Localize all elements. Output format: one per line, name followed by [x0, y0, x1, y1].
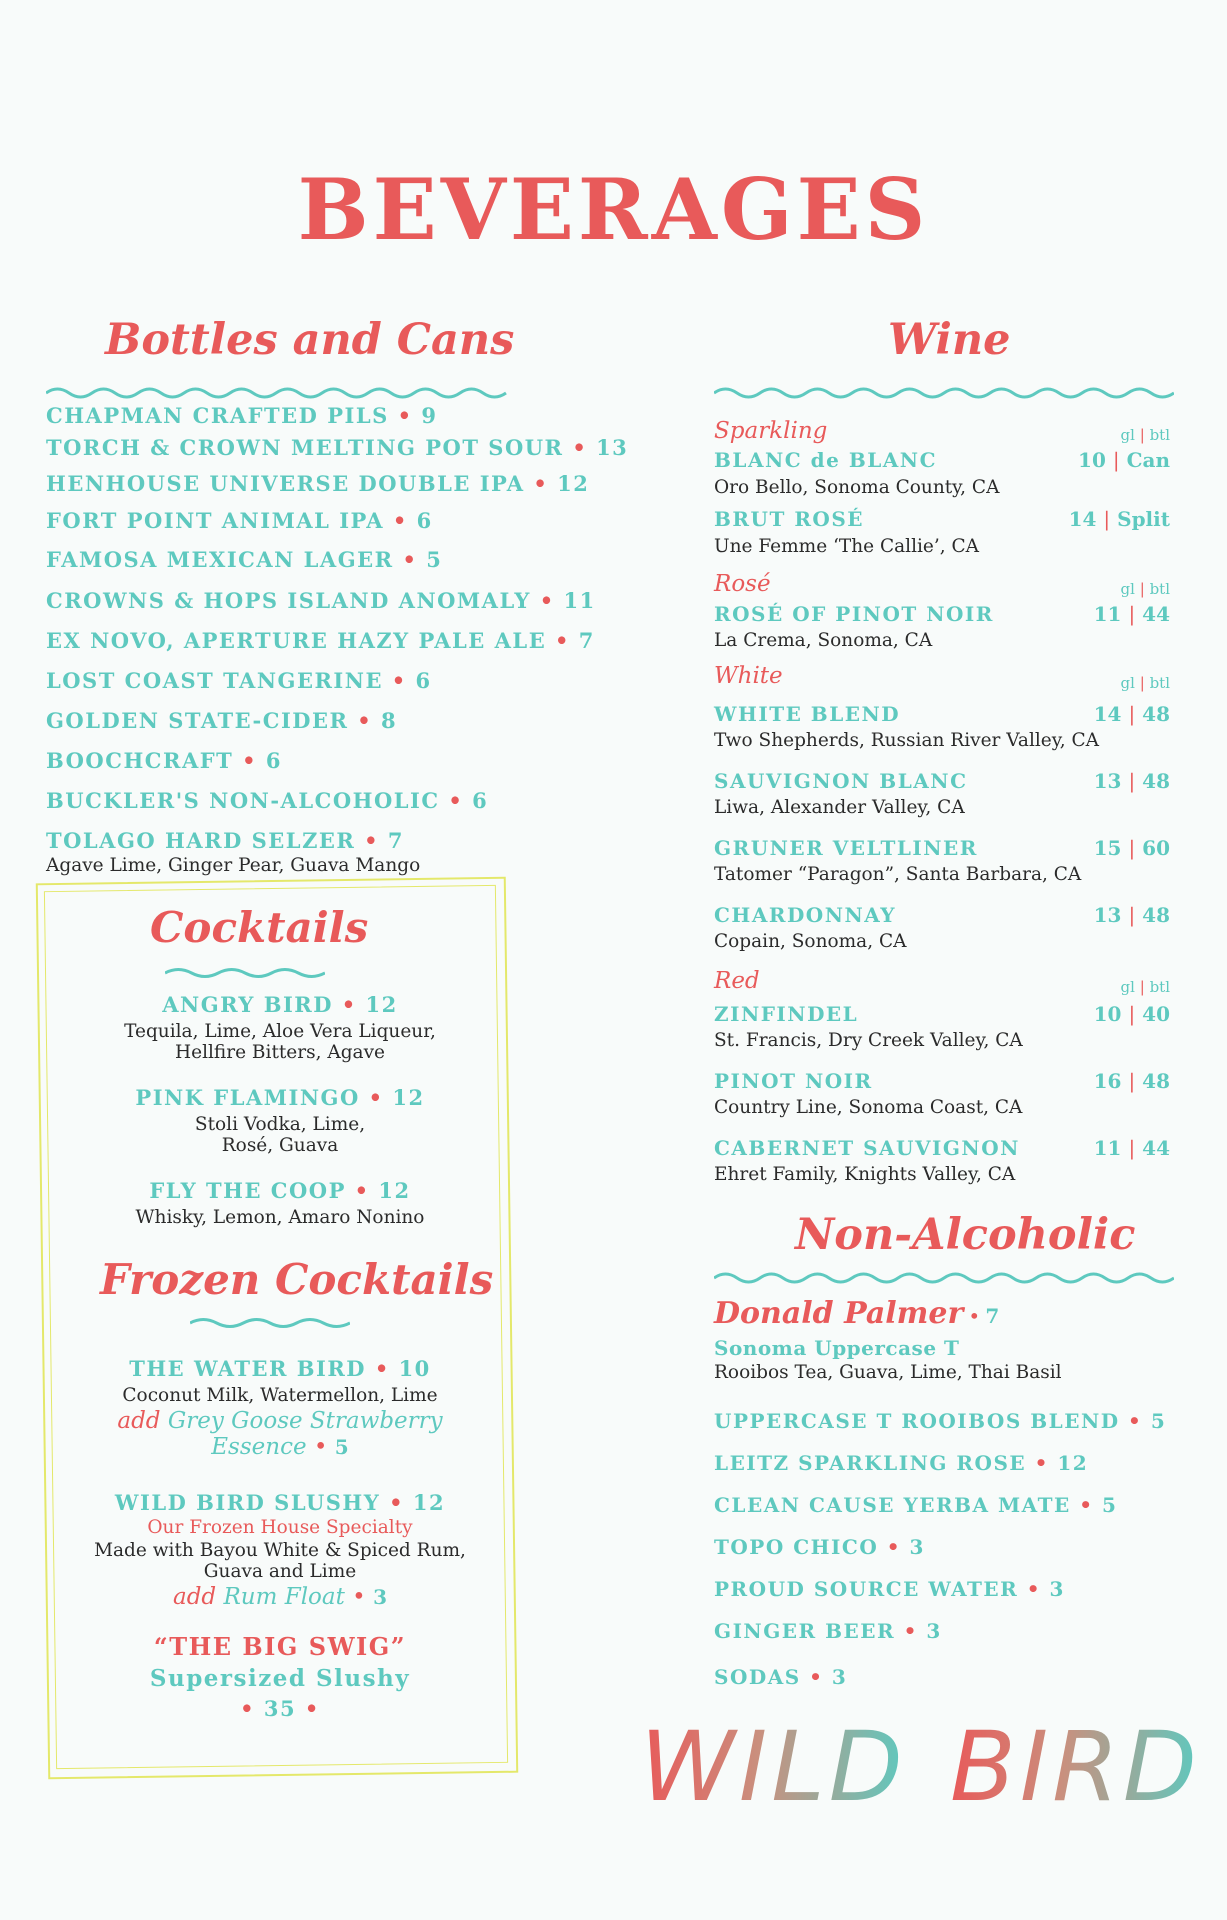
wine-desc: Copain, Sonoma, CA — [714, 931, 907, 952]
wine-desc: Country Line, Sonoma Coast, CA — [714, 1097, 1023, 1118]
big-swig-price: • 35 • — [240, 1696, 320, 1721]
wave-divider — [46, 385, 508, 401]
list-item: LEITZ SPARKLING ROSE • 12 — [714, 1451, 1089, 1475]
wine-price: 13 | 48 — [1093, 903, 1170, 927]
wine-desc: Liwa, Alexander Valley, CA — [714, 797, 965, 818]
list-item: GOLDEN STATE-CIDER • 8 — [46, 708, 398, 733]
wine-item: CABERNET SAUVIGNON — [714, 1136, 1020, 1160]
wine-price: 16 | 48 — [1093, 1069, 1170, 1093]
gl-btl-header: gl | btl — [1120, 426, 1170, 444]
wave-divider — [190, 1316, 350, 1330]
logo-word-bird: BIRD — [950, 1711, 1201, 1815]
wine-item: PINOT NOIR — [714, 1069, 873, 1093]
list-item: TORCH & CROWN MELTING POT SOUR • 13 — [46, 435, 629, 460]
list-item: GINGER BEER • 3 — [714, 1619, 942, 1643]
wine-section-label: Red — [714, 968, 760, 994]
wine-desc: Tatomer “Paragon”, Santa Barbara, CA — [714, 864, 1082, 885]
wine-section-label: Sparkling — [714, 418, 828, 444]
list-item: ANGRY BIRD • 12 — [162, 992, 398, 1017]
list-item: FORT POINT ANIMAL IPA • 6 — [46, 508, 433, 533]
list-item: WILD BIRD SLUSHY • 12 — [114, 1490, 446, 1515]
wine-desc: La Crema, Sonoma, CA — [714, 630, 933, 651]
wine-section-label: Rosé — [714, 571, 771, 597]
donald-palmer: Donald Palmer • 7 — [714, 1296, 1001, 1331]
big-swig-sub: Supersized Slushy — [149, 1665, 411, 1692]
cocktail-desc: Tequila, Lime, Aloe Vera Liqueur, — [124, 1021, 436, 1042]
gl-btl-header: gl | btl — [1120, 580, 1170, 598]
wine-item: BLANC de BLANC — [714, 448, 938, 472]
list-item: THE WATER BIRD • 10 — [129, 1356, 431, 1381]
non-alcoholic-list — [714, 1296, 1170, 1696]
donald-desc: Rooibos Tea, Guava, Lime, Thai Basil — [714, 1362, 1062, 1383]
frozen-list — [60, 1356, 500, 1721]
cocktail-desc: Hellfire Bitters, Agave — [175, 1042, 385, 1063]
cocktail-desc: Coconut Milk, Watermellon, Lime — [122, 1385, 438, 1406]
list-item: TOPO CHICO • 3 — [714, 1535, 925, 1559]
cocktail-desc: Rosé, Guava — [221, 1135, 339, 1156]
list-item: UPPERCASE T ROOIBOS BLEND • 5 — [714, 1409, 1167, 1433]
list-item: TOLAGO HARD SELZER • 7 — [46, 828, 405, 853]
list-item: FLY THE COOP • 12 — [149, 1178, 411, 1203]
add-on-line: Essence • 5 — [211, 1434, 349, 1460]
frozen-heading: Frozen Cocktails — [100, 1255, 494, 1304]
wave-divider — [714, 1270, 1174, 1286]
wine-desc: Ehret Family, Knights Valley, CA — [714, 1164, 1016, 1185]
wine-price: 10 | 40 — [1093, 1002, 1170, 1026]
donald-sub: Sonoma Uppercase T — [714, 1336, 960, 1360]
gl-btl-header: gl | btl — [1120, 674, 1170, 692]
wave-divider — [714, 385, 1174, 401]
list-item: EX NOVO, APERTURE HAZY PALE ALE • 7 — [46, 628, 595, 653]
wild-bird-logo — [640, 1705, 1210, 1815]
wine-price: 11 | 44 — [1093, 1136, 1170, 1160]
wine-item: GRUNER VELTLINER — [714, 836, 978, 860]
big-swig-title: “THE BIG SWIG” — [153, 1632, 407, 1661]
cocktail-desc: Guava and Lime — [203, 1561, 357, 1582]
list-item: FAMOSA MEXICAN LAGER • 5 — [46, 547, 443, 572]
cocktail-desc: Made with Bayou White & Spiced Rum, — [94, 1540, 466, 1561]
add-on-line: add Grey Goose Strawberry — [117, 1408, 443, 1434]
list-item: CHAPMAN CRAFTED PILS • 9 — [46, 403, 438, 428]
cocktail-desc: Stoli Vodka, Lime, — [194, 1114, 366, 1135]
wine-desc: Two Shepherds, Russian River Valley, CA — [714, 730, 1100, 751]
wine-price: 13 | 48 — [1093, 769, 1170, 793]
wine-item: SAUVIGNON BLANC — [714, 769, 968, 793]
page-title: BEVERAGES — [297, 160, 930, 259]
wine-price: 14 | 48 — [1093, 702, 1170, 726]
seltzer-description: Agave Lime, Ginger Pear, Guava Mango — [46, 855, 421, 876]
gl-btl-header: gl | btl — [1120, 978, 1170, 996]
list-item: CROWNS & HOPS ISLAND ANOMALY • 11 — [46, 588, 596, 613]
wine-item: ROSÉ OF PINOT NOIR — [714, 602, 994, 626]
cocktails-heading: Cocktails — [150, 903, 369, 952]
wine-list — [714, 418, 1170, 1198]
list-item: BOOCHCRAFT • 6 — [46, 748, 282, 773]
wave-divider — [165, 966, 325, 980]
wine-price: 14 | Split — [1068, 507, 1170, 531]
wine-heading: Wine — [888, 315, 1011, 365]
wine-item: CHARDONNAY — [714, 903, 897, 927]
non-alcoholic-heading: Non-Alcoholic — [795, 1210, 1136, 1260]
list-item: SODAS • 3 — [714, 1665, 848, 1689]
wine-item: ZINFINDEL — [714, 1002, 859, 1026]
list-item: PINK FLAMINGO • 12 — [135, 1085, 425, 1110]
list-item: BUCKLER'S NON-ALCOHOLIC • 6 — [46, 788, 489, 813]
wine-desc: Oro Bello, Sonoma County, CA — [714, 477, 1000, 498]
logo-word-wild: WILD — [640, 1711, 907, 1815]
add-on-line: add Rum Float • 3 — [173, 1584, 387, 1610]
wine-section-label: White — [714, 663, 783, 689]
list-item: LOST COAST TANGERINE • 6 — [46, 668, 432, 693]
wine-price: 10 | Can — [1078, 448, 1170, 472]
wine-price: 15 | 60 — [1093, 836, 1170, 860]
list-item: HENHOUSE UNIVERSE DOUBLE IPA • 12 — [46, 471, 590, 496]
cocktail-desc: Whisky, Lemon, Amaro Nonino — [135, 1207, 425, 1228]
wine-item: WHITE BLEND — [714, 702, 901, 726]
list-item: PROUD SOURCE WATER • 3 — [714, 1577, 1065, 1601]
cocktail-list — [60, 992, 500, 1228]
wine-desc: Une Femme ‘The Callie’, CA — [714, 536, 980, 557]
wine-price: 11 | 44 — [1093, 602, 1170, 626]
wine-desc: St. Francis, Dry Creek Valley, CA — [714, 1030, 1023, 1051]
tagline: Our Frozen House Specialty — [147, 1517, 413, 1538]
list-item: CLEAN CAUSE YERBA MATE • 5 — [714, 1493, 1118, 1517]
bottles-heading: Bottles and Cans — [105, 315, 515, 365]
wine-item: BRUT ROSÉ — [714, 507, 865, 531]
